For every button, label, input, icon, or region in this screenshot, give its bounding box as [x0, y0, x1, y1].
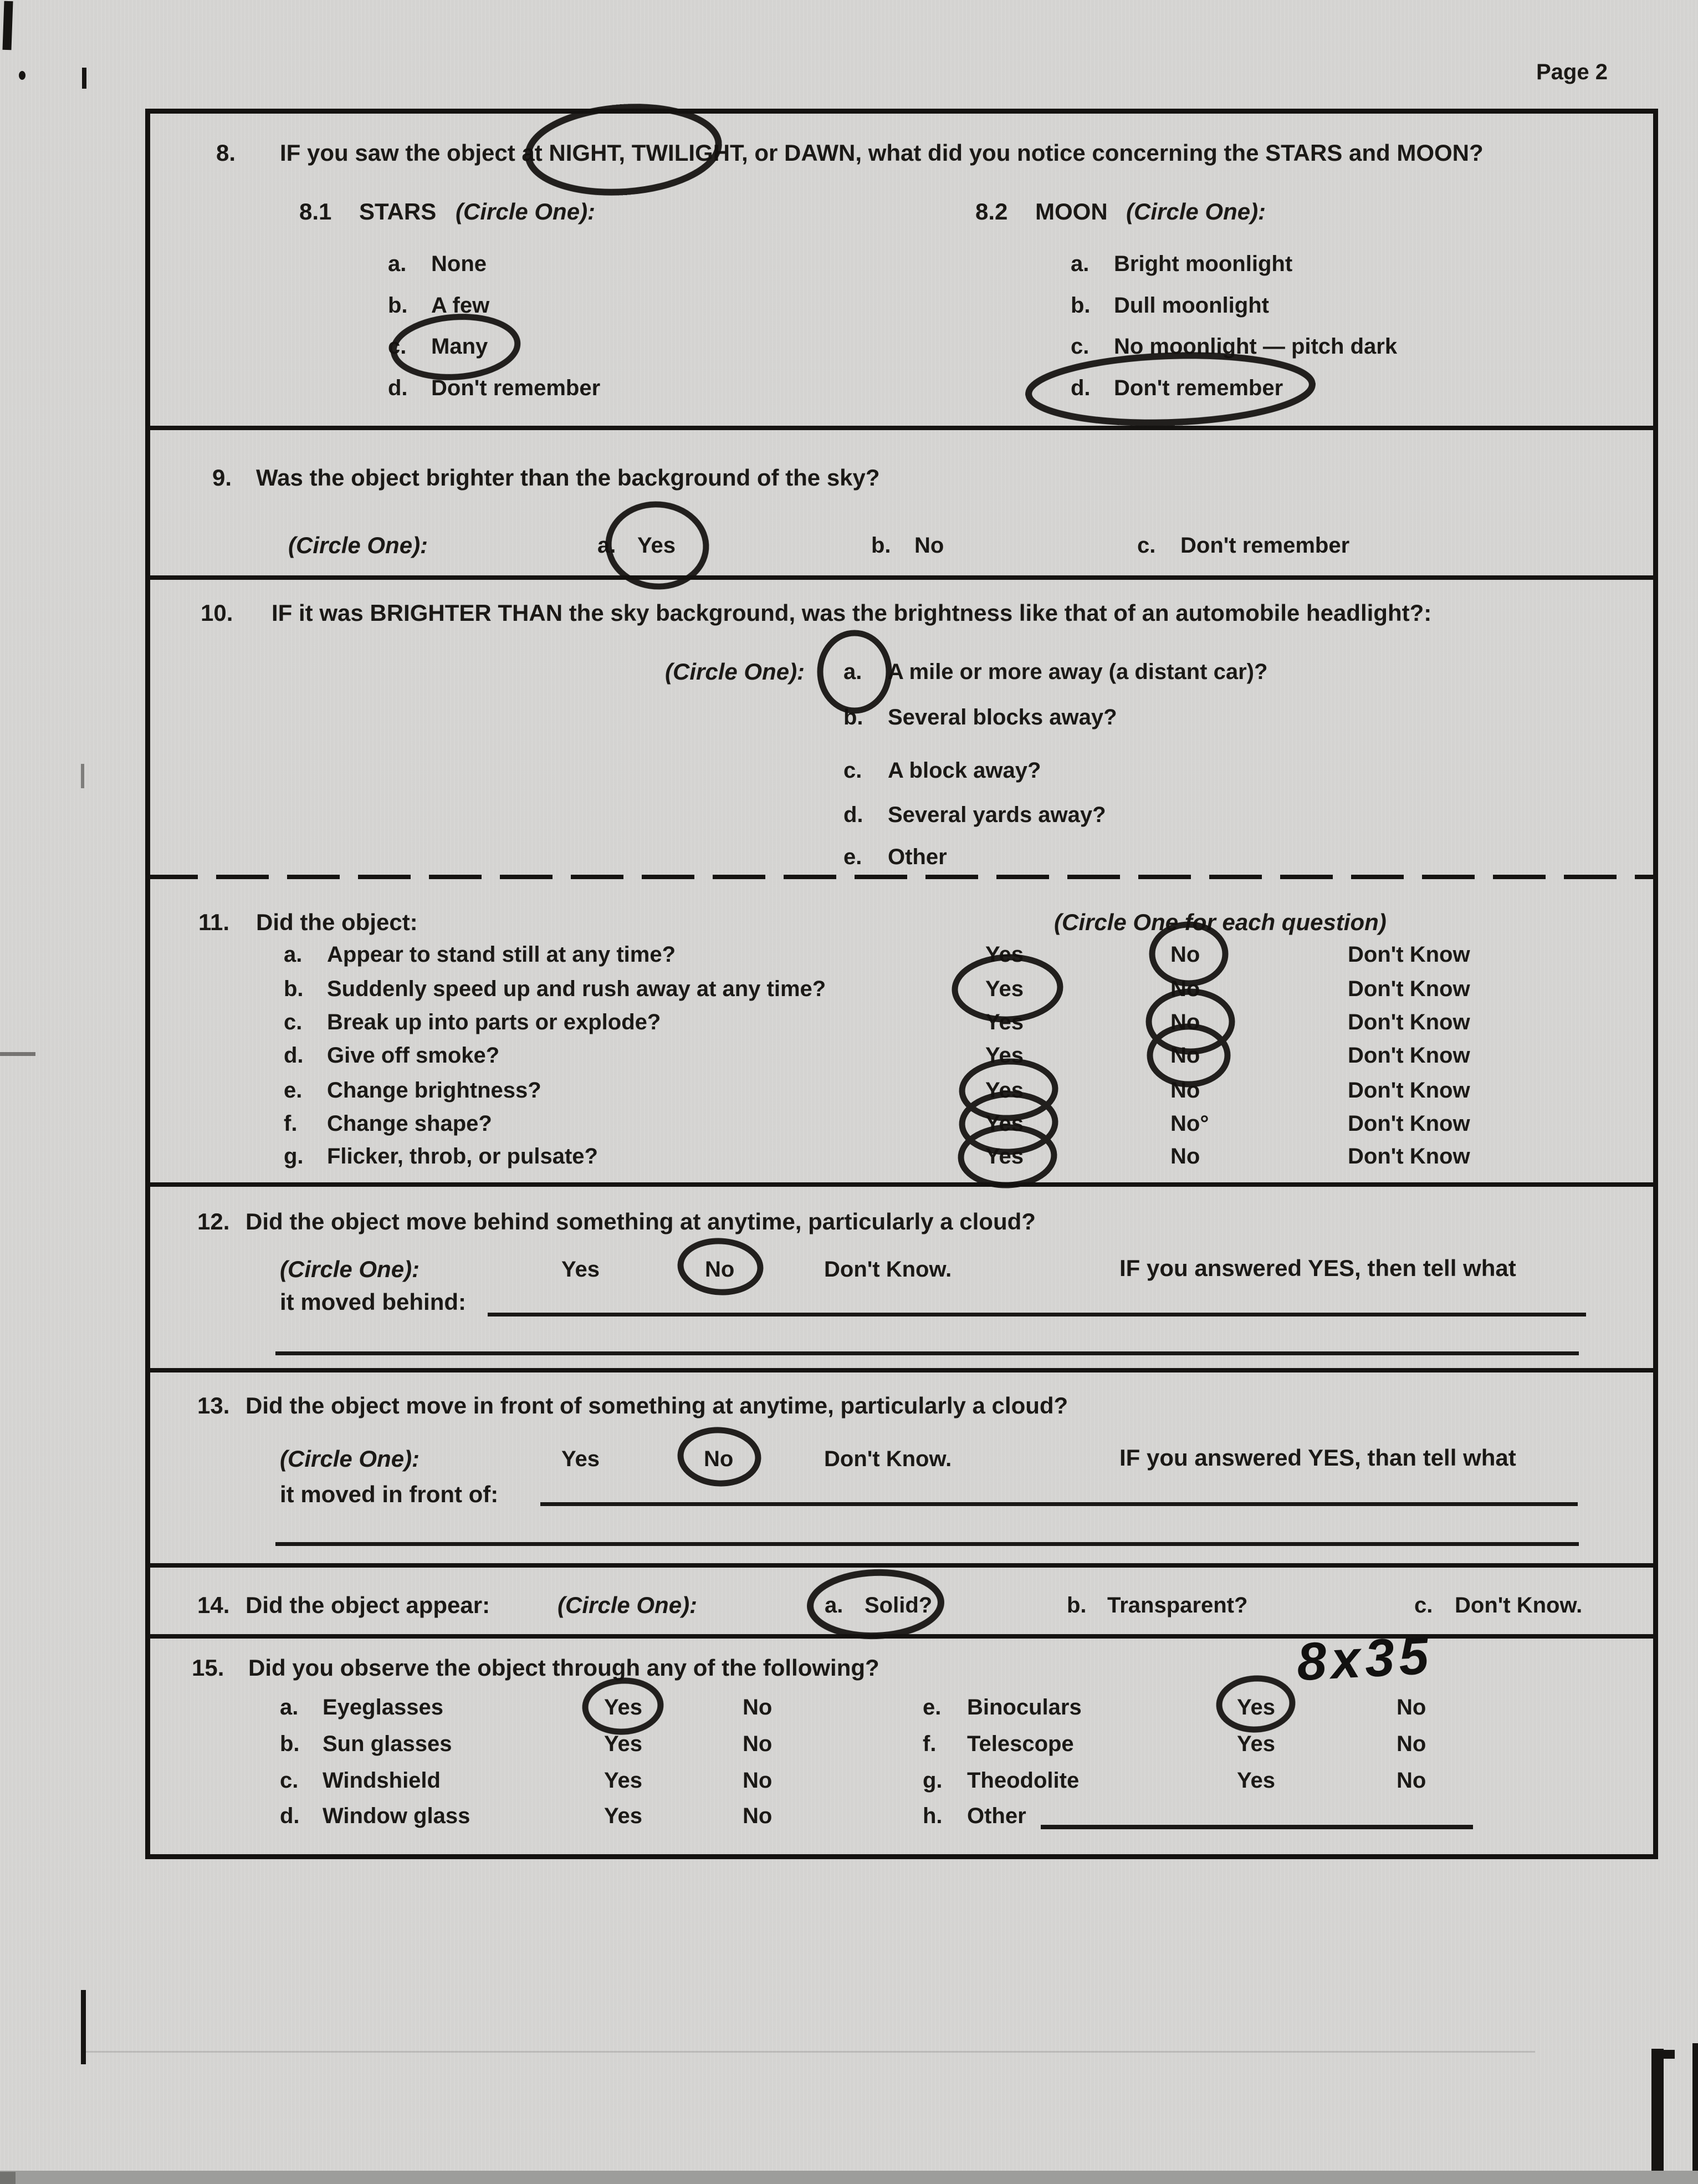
- q11-row-dk: Don't Know: [1348, 1078, 1470, 1103]
- q8-circled-word: NIGHT,: [549, 140, 626, 166]
- q13-circle-one-note: (Circle One):: [280, 1446, 420, 1472]
- q10-option-letter: e.: [843, 845, 862, 869]
- q15-row-no: No: [743, 1768, 773, 1793]
- q8-2-title: MOON: [1035, 198, 1108, 224]
- q15-row-letter: e.: [923, 1695, 942, 1719]
- page-number: Page 2: [1536, 60, 1608, 84]
- q10-option-letter: b.: [843, 705, 863, 729]
- q10-option-letter: d.: [843, 803, 863, 827]
- q15-other-answer-line: [1041, 1825, 1473, 1829]
- q15-row-label: Windshield: [323, 1768, 441, 1793]
- q11-row-dk: Don't Know: [1348, 1144, 1470, 1168]
- scan-artifact-left-dash: [0, 1052, 35, 1056]
- q11-row-letter: g.: [284, 1144, 304, 1168]
- q14-option-letter: a.: [825, 1593, 843, 1617]
- q15-row-letter: f.: [923, 1732, 937, 1756]
- q11-row-no: No: [1170, 1078, 1200, 1103]
- q8-1-option-letter: d.: [388, 376, 408, 400]
- q11-row-letter: e.: [284, 1078, 303, 1103]
- q10-option-label: Several yards away?: [888, 803, 1106, 827]
- q15-row-no: No: [743, 1732, 773, 1756]
- q15-row-label: Binoculars: [967, 1695, 1082, 1719]
- scan-artifact-bottom-corner: [0, 2172, 16, 2184]
- q9-number: 9.: [212, 465, 232, 491]
- q11-row-no: No: [1170, 1043, 1200, 1068]
- q12-no: No: [705, 1257, 735, 1282]
- q8-1-option-letter: c.: [388, 334, 407, 359]
- q9-option-label: Don't remember: [1180, 533, 1350, 558]
- q9-option-letter: a.: [597, 533, 616, 558]
- q10-option-label: Several blocks away?: [888, 705, 1117, 729]
- q11-row-label: Appear to stand still at any time?: [327, 942, 676, 967]
- q15-row-no: No: [1397, 1768, 1426, 1793]
- q8-2-option-letter: a.: [1071, 252, 1090, 276]
- scan-artifact-scratch-line: [83, 2051, 1535, 2053]
- q11-row-yes: Yes: [985, 1144, 1024, 1168]
- scan-artifact-right-edge: [1692, 2043, 1698, 2184]
- q11-number: 11.: [198, 909, 230, 935]
- q11-row-dk: Don't Know: [1348, 942, 1470, 967]
- q12-answer-line-1: [488, 1313, 1586, 1316]
- q11-row-yes: Yes: [985, 977, 1024, 1001]
- divider-q11-q12: [145, 1182, 1658, 1187]
- q15-row-label: Sun glasses: [323, 1732, 452, 1756]
- divider-q12-q13: [145, 1368, 1658, 1372]
- scan-artifact-left-line: [81, 1990, 86, 2064]
- q8-2-option-label: Dull moonlight: [1114, 293, 1269, 318]
- q10-option-label: Other: [888, 845, 947, 869]
- scan-artifact-left-tick: [82, 68, 86, 89]
- q13-answer-line-1: [540, 1502, 1578, 1506]
- q11-row-yes: Yes: [985, 942, 1024, 967]
- scan-artifact-right-bar: [1651, 2049, 1664, 2184]
- q9-question: Was the object brighter than the background of the sky?: [256, 465, 880, 491]
- q14-question: Did the object appear:: [246, 1592, 490, 1618]
- scan-artifact-topleft-bar: [2, 1, 13, 50]
- q8-1-option-label: Don't remember: [431, 376, 601, 400]
- q8-2-option-label: No moonlight — pitch dark: [1114, 334, 1398, 359]
- q15-row-no: No: [1397, 1732, 1426, 1756]
- q11-circle-one-note: (Circle One for each question): [1054, 909, 1387, 935]
- q11-row-letter: a.: [284, 942, 303, 967]
- q15-row-letter: b.: [280, 1732, 300, 1756]
- q13-answer-line-2: [275, 1542, 1579, 1546]
- q9-option-label: Yes: [637, 533, 676, 558]
- q8-1-number: 8.1: [299, 198, 332, 224]
- q11-row-dk: Don't Know: [1348, 1010, 1470, 1034]
- q8-2-option-label: Bright moonlight: [1114, 252, 1293, 276]
- q11-row-no: No: [1170, 1144, 1200, 1168]
- q11-row-yes: Yes: [985, 1043, 1024, 1068]
- q10-option-label: A block away?: [888, 758, 1041, 783]
- q10-option-label: A mile or more away (a distant car)?: [888, 660, 1268, 684]
- q11-row-no: No: [1170, 1010, 1200, 1034]
- q15-row-letter: h.: [923, 1804, 943, 1828]
- q10-question: IF it was BRIGHTER THAN the sky background, was the brightness like that of an automobile headlight?:: [272, 600, 1432, 626]
- q11-row-letter: d.: [284, 1043, 304, 1068]
- q15-row-letter: g.: [923, 1768, 943, 1793]
- q15-row-yes: Yes: [604, 1768, 642, 1793]
- q10-circle-one-note: (Circle One):: [665, 659, 805, 685]
- q11-row-label: Break up into parts or explode?: [327, 1010, 661, 1034]
- q15-row-yes: Yes: [1237, 1732, 1275, 1756]
- q11-row-label: Change shape?: [327, 1111, 492, 1136]
- divider-q13-q14: [145, 1563, 1658, 1568]
- q14-number: 14.: [197, 1592, 230, 1618]
- q8-1-option-letter: a.: [388, 252, 407, 276]
- q13-prompt: it moved in front of:: [280, 1481, 499, 1507]
- q8-1-option-letter: b.: [388, 293, 408, 318]
- q12-dk: Don't Know.: [824, 1257, 952, 1282]
- q12-circle-one-note: (Circle One):: [280, 1256, 420, 1282]
- q13-question: Did the object move in front of something at anytime, particularly a cloud?: [246, 1392, 1068, 1418]
- q8-2-option-label: Don't remember: [1114, 376, 1283, 400]
- q15-row-yes: Yes: [1237, 1695, 1275, 1719]
- q11-row-dk: Don't Know: [1348, 977, 1470, 1001]
- q8-2-number: 8.2: [975, 198, 1008, 224]
- q13-dk: Don't Know.: [824, 1447, 952, 1471]
- q14-circle-one-note: (Circle One):: [558, 1592, 698, 1618]
- q11-question: Did the object:: [256, 909, 418, 935]
- scan-artifact-dot: [19, 71, 25, 80]
- q11-row-label: Change brightness?: [327, 1078, 541, 1103]
- q11-row-label: Suddenly speed up and rush away at any time?: [327, 977, 826, 1001]
- q8-1-option-label: Many: [431, 334, 488, 359]
- q15-row-letter: c.: [280, 1768, 299, 1793]
- q8-2-option-letter: b.: [1071, 293, 1091, 318]
- q12-answer-line-2: [275, 1351, 1579, 1355]
- q12-question: Did the object move behind something at anytime, particularly a cloud?: [246, 1208, 1036, 1234]
- q12-prompt: it moved behind:: [280, 1289, 466, 1315]
- q9-option-label: No: [914, 533, 944, 558]
- q14-option-letter: c.: [1414, 1593, 1433, 1617]
- q15-row-letter: d.: [280, 1804, 300, 1828]
- q8-1-option-label: A few: [431, 293, 490, 318]
- q14-option-label: Don't Know.: [1455, 1593, 1583, 1617]
- q11-row-label: Give off smoke?: [327, 1043, 500, 1068]
- q11-row-no: No°: [1170, 1111, 1209, 1136]
- q15-row-no: No: [743, 1804, 773, 1828]
- q8-text-post: TWILIGHT, or DAWN, what did you notice concerning the STARS and MOON?: [625, 140, 1484, 166]
- q15-row-no: No: [743, 1695, 773, 1719]
- q15-row-letter: a.: [280, 1695, 299, 1719]
- q12-yes-note: IF you answered YES, then tell what: [1119, 1255, 1516, 1281]
- q8-2-circle-one-note: (Circle One):: [1126, 198, 1266, 224]
- q9-option-letter: c.: [1137, 533, 1156, 558]
- q14-option-label: Transparent?: [1107, 1593, 1248, 1617]
- q15-row-label: Other: [967, 1804, 1026, 1828]
- q8-question: [280, 140, 1484, 166]
- q8-1-circle-one-note: (Circle One):: [456, 198, 596, 224]
- divider-q8-q9: [145, 426, 1658, 430]
- q8-number: 8.: [216, 140, 236, 166]
- q11-row-letter: b.: [284, 977, 304, 1001]
- q15-question: Did you observe the object through any of the following?: [248, 1655, 879, 1681]
- q8-2-option-letter: c.: [1071, 334, 1090, 359]
- q8-text-pre: IF you saw the object at: [280, 140, 549, 166]
- q15-row-label: Telescope: [967, 1732, 1074, 1756]
- q11-row-yes: Yes: [985, 1111, 1024, 1136]
- scan-artifact-right-bar-cap: [1664, 2050, 1675, 2059]
- divider-q9-q10: [145, 575, 1658, 580]
- q13-yes: Yes: [561, 1447, 600, 1471]
- q10-number: 10.: [201, 600, 233, 626]
- q11-row-letter: c.: [284, 1010, 303, 1034]
- q8-2-option-letter: d.: [1071, 376, 1091, 400]
- q11-row-yes: Yes: [985, 1078, 1024, 1103]
- divider-q10-q11: [145, 875, 1658, 879]
- scan-artifact-bottom-band: [0, 2171, 1698, 2184]
- q11-row-dk: Don't Know: [1348, 1043, 1470, 1068]
- q15-row-yes: Yes: [604, 1695, 642, 1719]
- q11-row-dk: Don't Know: [1348, 1111, 1470, 1136]
- q10-option-letter: c.: [843, 758, 862, 783]
- q13-yes-note: IF you answered YES, than tell what: [1119, 1445, 1516, 1471]
- q11-row-no: No: [1170, 977, 1200, 1001]
- q12-yes: Yes: [561, 1257, 600, 1282]
- q15-row-yes: Yes: [1237, 1768, 1275, 1793]
- q11-row-yes: Yes: [985, 1010, 1024, 1034]
- q13-number: 13.: [197, 1392, 230, 1418]
- q9-option-letter: b.: [871, 533, 891, 558]
- q14-option-letter: b.: [1067, 1593, 1087, 1617]
- q8-1-title: STARS: [359, 198, 437, 224]
- q11-row-no: No: [1170, 942, 1200, 967]
- q13-no: No: [704, 1447, 734, 1471]
- q11-row-label: Flicker, throb, or pulsate?: [327, 1144, 598, 1168]
- q15-handwritten-annotation: 8x35: [1295, 1625, 1435, 1692]
- q15-row-no: No: [1397, 1695, 1426, 1719]
- q15-number: 15.: [192, 1655, 224, 1681]
- q15-row-label: Theodolite: [967, 1768, 1080, 1793]
- q15-row-yes: Yes: [604, 1732, 642, 1756]
- q15-row-label: Eyeglasses: [323, 1695, 443, 1719]
- q11-row-letter: f.: [284, 1111, 298, 1136]
- q15-row-yes: Yes: [604, 1804, 642, 1828]
- q15-row-label: Window glass: [323, 1804, 470, 1828]
- q14-option-label: Solid?: [865, 1593, 933, 1617]
- q8-1-option-label: None: [431, 252, 487, 276]
- q9-circle-one-note: (Circle One):: [288, 532, 428, 558]
- q12-number: 12.: [197, 1208, 230, 1234]
- q10-option-letter: a.: [843, 660, 862, 684]
- scan-artifact-left-tick: [81, 764, 84, 788]
